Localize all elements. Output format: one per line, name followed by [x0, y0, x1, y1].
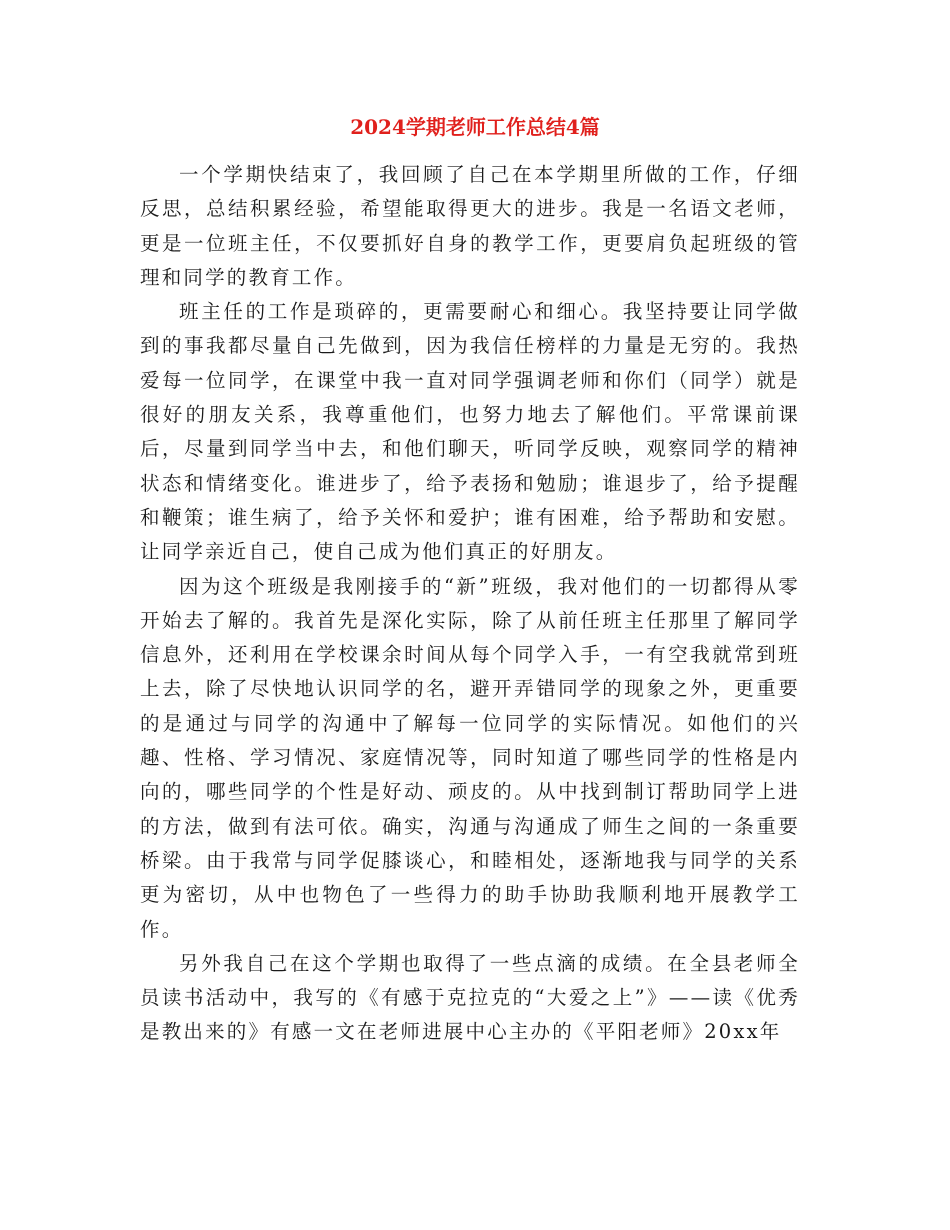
paragraph-2: 班主任的工作是琐碎的，更需要耐心和细心。我坚持要让同学做到的事我都尽量自己先做到，因为我信任榜样的力量是无穷的。我热爱每一位同学，在课堂中我一直对同学强调老师和你们（同学）就是很好的朋友关系，我尊重他们，也努力地去了解他们。平常课前课后，尽量到同学当中去，和他们聊天，听同学反映，观察同学的精神状态和情绪变化。谁进步了，给予表扬和勉励；谁退步了，给予提醒和鞭策；谁生病了，给予关怀和爱护；谁有困难，给予帮助和安慰。让同学亲近自己，使自己成为他们真正的好朋友。	[140, 300, 800, 564]
document-title: 2024学期老师工作总结4篇	[350, 115, 600, 139]
paragraph-3: 因为这个班级是我刚接手的“新”班级，我对他们的一切都得从零开始去了解的。我首先是深化实际，除了从前任班主任那里了解同学信息外，还利用在学校课余时间从每个同学入手，一有空我就常到班上去，除了尽快地认识同学的名，避开弄错同学的现象之外，更重要的是通过与同学的沟通中了解每一位同学的实际情况。如他们的兴趣、性格、学习情况、家庭情况等，同时知道了哪些同学的性格是内向的，哪些同学的个性是好动、顽皮的。从中找到制订帮助同学上进的方法，做到有法可依。确实，沟通与沟通成了师生之间的一条重要桥梁。由于我常与同学促膝谈心，和睦相处，逐渐地我与同学的关系更为密切，从中也物色了一些得力的助手协助我顺利地开展教学工作。	[140, 574, 800, 941]
paragraph-4: 另外我自己在这个学期也取得了一些点滴的成绩。在全县老师全员读书活动中，我写的《有感于克拉克的“大爱之上”》——读《优秀是教出来的》有感一文在老师进展中心主办的《平阳老师》20xx年	[140, 951, 800, 1044]
document-body	[140, 158, 800, 1050]
paragraph-1: 一个学期快结束了，我回顾了自己在本学期里所做的工作，仔细反思，总结积累经验，希望能取得更大的进步。我是一名语文老师，更是一位班主任，不仅要抓好自身的教学工作，更要肩负起班级的管理和同学的教育工作。	[140, 163, 800, 289]
